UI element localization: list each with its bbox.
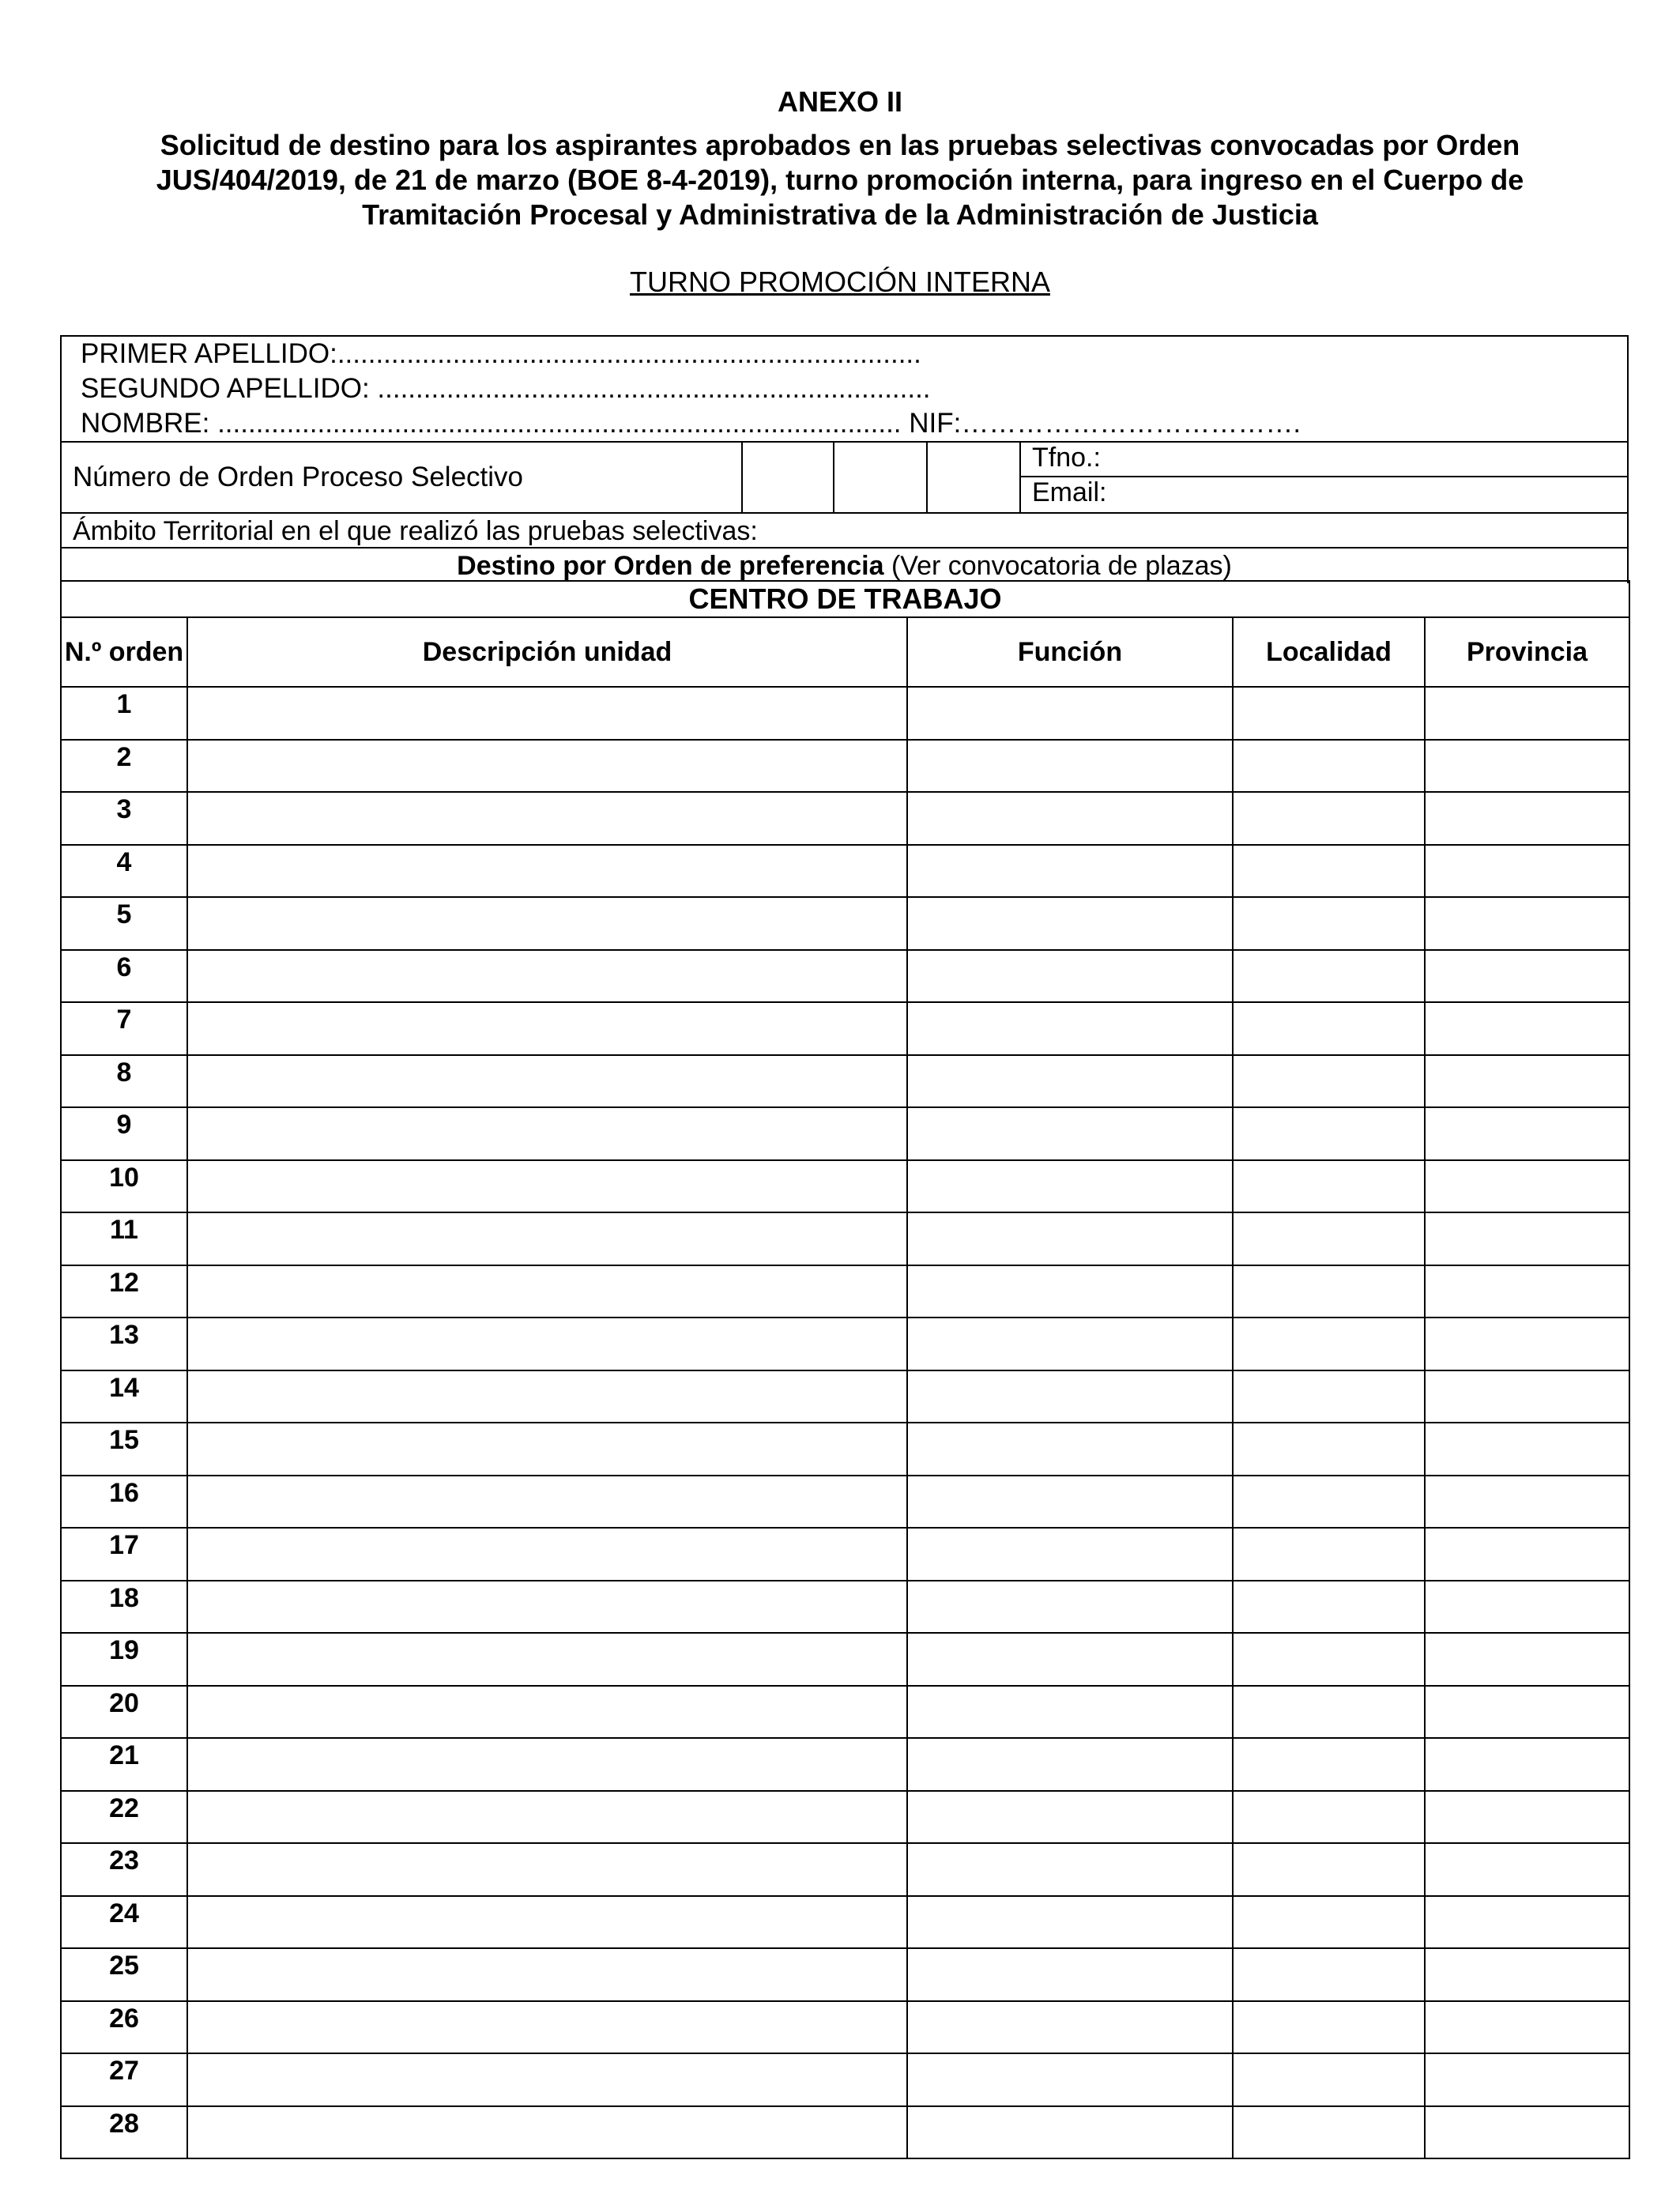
- localidad-cell[interactable]: [1233, 897, 1425, 950]
- row-number: 9: [61, 1107, 187, 1160]
- localidad-cell[interactable]: [1233, 1843, 1425, 1896]
- localidad-cell[interactable]: [1233, 2053, 1425, 2106]
- table-row: [61, 1633, 1629, 1686]
- descripcion-cell[interactable]: [187, 1581, 907, 1634]
- provincia-cell[interactable]: [1425, 1528, 1629, 1581]
- table-row: [61, 1896, 1629, 1949]
- row-number: 19: [61, 1633, 187, 1686]
- localidad-cell[interactable]: [1233, 740, 1425, 793]
- funcion-cell[interactable]: [907, 687, 1233, 740]
- row-number: 4: [61, 845, 187, 898]
- numero-orden-box-1[interactable]: [741, 443, 834, 514]
- localidad-cell[interactable]: [1233, 1318, 1425, 1370]
- funcion-cell[interactable]: [907, 1581, 1233, 1634]
- localidad-cell[interactable]: [1233, 1633, 1425, 1686]
- row-number: 5: [61, 897, 187, 950]
- localidad-cell[interactable]: [1233, 792, 1425, 845]
- table-row: [61, 1686, 1629, 1739]
- localidad-cell[interactable]: [1233, 1528, 1425, 1581]
- provincia-cell[interactable]: [1425, 1423, 1629, 1476]
- table-row: [61, 1738, 1629, 1791]
- table-row: [61, 950, 1629, 1003]
- provincia-cell[interactable]: [1425, 897, 1629, 950]
- localidad-cell[interactable]: [1233, 1896, 1425, 1949]
- descripcion-cell[interactable]: [187, 950, 907, 1003]
- table-row: [61, 1791, 1629, 1844]
- row-number: 14: [61, 1370, 187, 1423]
- descripcion-cell[interactable]: [187, 2053, 907, 2106]
- provincia-cell[interactable]: [1425, 2053, 1629, 2106]
- table-row: [61, 1055, 1629, 1108]
- provincia-cell[interactable]: [1425, 1318, 1629, 1370]
- descripcion-cell[interactable]: [187, 1738, 907, 1791]
- table-row: [61, 897, 1629, 950]
- descripcion-cell[interactable]: [187, 1055, 907, 1108]
- table-row: [61, 845, 1629, 898]
- row-number: 26: [61, 2001, 187, 2054]
- funcion-cell[interactable]: [907, 1265, 1233, 1318]
- localidad-cell[interactable]: [1233, 950, 1425, 1003]
- provincia-cell[interactable]: [1425, 1002, 1629, 1055]
- provincia-cell[interactable]: [1425, 1265, 1629, 1318]
- descripcion-cell[interactable]: [187, 1686, 907, 1739]
- provincia-cell[interactable]: [1425, 1738, 1629, 1791]
- table-row: [61, 1423, 1629, 1476]
- email-field[interactable]: Email:: [1019, 477, 1629, 514]
- localidad-cell[interactable]: [1233, 1791, 1425, 1844]
- descripcion-cell[interactable]: [187, 1212, 907, 1265]
- row-number: 25: [61, 1948, 187, 2001]
- provincia-cell[interactable]: [1425, 1843, 1629, 1896]
- numero-orden-box-2[interactable]: [833, 443, 928, 514]
- table-row: [61, 687, 1629, 740]
- row-number: 8: [61, 1055, 187, 1108]
- destino-note: (Ver convocatoria de plazas): [883, 551, 1232, 581]
- row-number: 27: [61, 2053, 187, 2106]
- numero-orden-box-3[interactable]: [926, 443, 1021, 514]
- table-row: [61, 1002, 1629, 1055]
- tfno-field[interactable]: Tfno.:: [1019, 443, 1629, 477]
- localidad-cell[interactable]: [1233, 1738, 1425, 1791]
- centro-trabajo-title: CENTRO DE TRABAJO: [61, 581, 1629, 617]
- row-number: 20: [61, 1686, 187, 1739]
- provincia-cell[interactable]: [1425, 1581, 1629, 1634]
- col-localidad: Localidad: [1233, 617, 1425, 687]
- funcion-cell[interactable]: [907, 2001, 1233, 2054]
- row-number: 11: [61, 1212, 187, 1265]
- descripcion-cell[interactable]: [187, 1633, 907, 1686]
- provincia-cell[interactable]: [1425, 1476, 1629, 1529]
- provincia-cell[interactable]: [1425, 1633, 1629, 1686]
- primer-apellido-field[interactable]: PRIMER APELLIDO:............................................................................: [81, 338, 921, 369]
- descripcion-cell[interactable]: [187, 1896, 907, 1949]
- funcion-cell[interactable]: [907, 1948, 1233, 2001]
- nombre-nif-field[interactable]: NOMBRE: ......................................................................................... NIF:……………………………….: [81, 408, 1301, 439]
- localidad-cell[interactable]: [1233, 1107, 1425, 1160]
- table-row: [61, 1265, 1629, 1318]
- funcion-cell[interactable]: [907, 1476, 1233, 1529]
- row-number: 2: [61, 740, 187, 793]
- provincia-cell[interactable]: [1425, 687, 1629, 740]
- descripcion-cell[interactable]: [187, 1843, 907, 1896]
- localidad-cell[interactable]: [1233, 1160, 1425, 1213]
- descripcion-cell[interactable]: [187, 1002, 907, 1055]
- funcion-cell[interactable]: [907, 1633, 1233, 1686]
- numero-orden-label: Número de Orden Proceso Selectivo: [73, 462, 523, 492]
- localidad-cell[interactable]: [1233, 1581, 1425, 1634]
- funcion-cell[interactable]: [907, 740, 1233, 793]
- descripcion-cell[interactable]: [187, 845, 907, 898]
- descripcion-cell[interactable]: [187, 1528, 907, 1581]
- row-number: 22: [61, 1791, 187, 1844]
- provincia-cell[interactable]: [1425, 1107, 1629, 1160]
- provincia-cell[interactable]: [1425, 950, 1629, 1003]
- descripcion-cell[interactable]: [187, 1423, 907, 1476]
- descripcion-cell[interactable]: [187, 792, 907, 845]
- funcion-cell[interactable]: [907, 1212, 1233, 1265]
- col-descripcion: Descripción unidad: [187, 617, 907, 687]
- row-number: 23: [61, 1843, 187, 1896]
- table-row: [61, 1581, 1629, 1634]
- funcion-cell[interactable]: [907, 1423, 1233, 1476]
- table-row: [61, 740, 1629, 793]
- funcion-cell[interactable]: [907, 1160, 1233, 1213]
- table-row: [61, 2053, 1629, 2106]
- provincia-cell[interactable]: [1425, 1896, 1629, 1949]
- descripcion-cell[interactable]: [187, 1107, 907, 1160]
- row-number: 16: [61, 1476, 187, 1529]
- table-row: [61, 1370, 1629, 1423]
- localidad-cell[interactable]: [1233, 1948, 1425, 2001]
- table-row: [61, 2001, 1629, 2054]
- localidad-cell[interactable]: [1233, 845, 1425, 898]
- col-num-orden: N.º orden: [61, 617, 187, 687]
- row-number: 1: [61, 687, 187, 740]
- table-row: [61, 1160, 1629, 1213]
- descripcion-cell[interactable]: [187, 1791, 907, 1844]
- table-row: [61, 1843, 1629, 1896]
- funcion-cell[interactable]: [907, 1791, 1233, 1844]
- localidad-cell[interactable]: [1233, 1055, 1425, 1108]
- funcion-cell[interactable]: [907, 845, 1233, 898]
- descripcion-cell[interactable]: [187, 897, 907, 950]
- descripcion-cell[interactable]: [187, 2001, 907, 2054]
- ambito-territorial-field[interactable]: Ámbito Territorial en el que realizó las pruebas selectivas:: [62, 512, 1627, 547]
- localidad-cell[interactable]: [1233, 1423, 1425, 1476]
- descripcion-cell[interactable]: [187, 1476, 907, 1529]
- row-number: 13: [61, 1318, 187, 1370]
- col-provincia: Provincia: [1425, 617, 1629, 687]
- funcion-cell[interactable]: [907, 1896, 1233, 1949]
- descripcion-cell[interactable]: [187, 2106, 907, 2159]
- provincia-cell[interactable]: [1425, 1791, 1629, 1844]
- table-row: [61, 1107, 1629, 1160]
- funcion-cell[interactable]: [907, 1528, 1233, 1581]
- descripcion-cell[interactable]: [187, 1265, 907, 1318]
- row-number: 7: [61, 1002, 187, 1055]
- descripcion-cell[interactable]: [187, 1370, 907, 1423]
- funcion-cell[interactable]: [907, 1843, 1233, 1896]
- destino-label: Destino por Orden de preferencia: [457, 551, 884, 581]
- table-row: [61, 1948, 1629, 2001]
- provincia-cell[interactable]: [1425, 845, 1629, 898]
- provincia-cell[interactable]: [1425, 792, 1629, 845]
- funcion-cell[interactable]: [907, 1738, 1233, 1791]
- row-number: 3: [61, 792, 187, 845]
- provincia-cell[interactable]: [1425, 2106, 1629, 2159]
- descripcion-cell[interactable]: [187, 1318, 907, 1370]
- segundo-apellido-field[interactable]: SEGUNDO APELLIDO: ........................................................................: [81, 373, 931, 404]
- destino-preferencia-row: [62, 547, 1627, 582]
- descripcion-cell[interactable]: [187, 687, 907, 740]
- funcion-cell[interactable]: [907, 1002, 1233, 1055]
- table-row: [61, 1476, 1629, 1529]
- document-subtitle: Solicitud de destino para los aspirantes aprobados en las pruebas selectivas convocadas por Orden JUS/404/2019, de 21 de marzo (BOE 8-4-2019), turno promoción interna, para ingreso en el Cuerpo de Tramitación Procesal y Administrativa de la Administración de Justicia: [156, 129, 1524, 231]
- col-funcion: Función: [907, 617, 1233, 687]
- numero-orden-row: [62, 441, 1627, 514]
- provincia-cell[interactable]: [1425, 1212, 1629, 1265]
- funcion-cell[interactable]: [907, 897, 1233, 950]
- funcion-cell[interactable]: [907, 2053, 1233, 2106]
- descripcion-cell[interactable]: [187, 740, 907, 793]
- descripcion-cell[interactable]: [187, 1160, 907, 1213]
- turno-heading: TURNO PROMOCIÓN INTERNA: [629, 266, 1050, 298]
- localidad-cell[interactable]: [1233, 687, 1425, 740]
- table-row: [61, 1212, 1629, 1265]
- provincia-cell[interactable]: [1425, 1948, 1629, 2001]
- funcion-cell[interactable]: [907, 792, 1233, 845]
- descripcion-cell[interactable]: [187, 1948, 907, 2001]
- table-row: [61, 792, 1629, 845]
- provincia-cell[interactable]: [1425, 1686, 1629, 1739]
- localidad-cell[interactable]: [1233, 2106, 1425, 2159]
- table-row: [61, 1318, 1629, 1370]
- funcion-cell[interactable]: [907, 1107, 1233, 1160]
- applicant-form: [60, 335, 1629, 583]
- row-number: 28: [61, 2106, 187, 2159]
- localidad-cell[interactable]: [1233, 1265, 1425, 1318]
- row-number: 21: [61, 1738, 187, 1791]
- localidad-cell[interactable]: [1233, 1686, 1425, 1739]
- row-number: 10: [61, 1160, 187, 1213]
- row-number: 24: [61, 1896, 187, 1949]
- row-number: 15: [61, 1423, 187, 1476]
- provincia-cell[interactable]: [1425, 1055, 1629, 1108]
- localidad-cell[interactable]: [1233, 1370, 1425, 1423]
- row-number: 18: [61, 1581, 187, 1634]
- row-number: 6: [61, 950, 187, 1003]
- funcion-cell[interactable]: [907, 1686, 1233, 1739]
- provincia-cell[interactable]: [1425, 1370, 1629, 1423]
- funcion-cell[interactable]: [907, 2106, 1233, 2159]
- localidad-cell[interactable]: [1233, 1476, 1425, 1529]
- funcion-cell[interactable]: [907, 950, 1233, 1003]
- annex-title: ANEXO II: [777, 85, 903, 118]
- localidad-cell[interactable]: [1233, 2001, 1425, 2054]
- table-row: [61, 1528, 1629, 1581]
- localidad-cell[interactable]: [1233, 1212, 1425, 1265]
- table-row: [61, 2106, 1629, 2159]
- provincia-cell[interactable]: [1425, 740, 1629, 793]
- provincia-cell[interactable]: [1425, 2001, 1629, 2054]
- funcion-cell[interactable]: [907, 1370, 1233, 1423]
- row-number: 17: [61, 1528, 187, 1581]
- localidad-cell[interactable]: [1233, 1002, 1425, 1055]
- row-number: 12: [61, 1265, 187, 1318]
- funcion-cell[interactable]: [907, 1318, 1233, 1370]
- centro-trabajo-table: [60, 580, 1630, 2159]
- funcion-cell[interactable]: [907, 1055, 1233, 1108]
- table-body: [61, 687, 1629, 2158]
- provincia-cell[interactable]: [1425, 1160, 1629, 1213]
